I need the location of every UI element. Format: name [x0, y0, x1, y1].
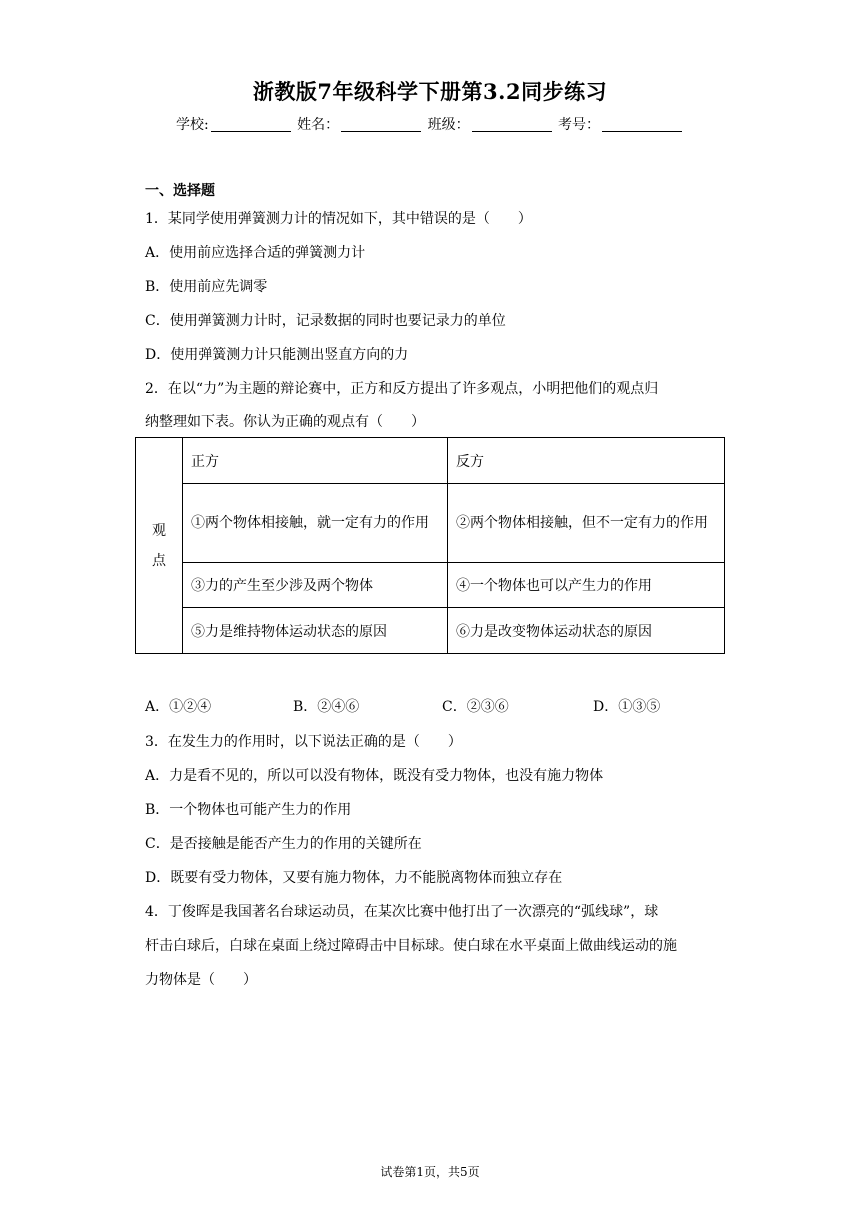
exam-number-label: 考号： [558, 117, 601, 133]
q1-option-a: A．使用前应选择合适的弹簧测力计 [145, 245, 366, 261]
q1-stem: 1．某同学使用弹簧测力计的情况如下，其中错误的是（ ） [145, 211, 532, 227]
q2-option-c: C．②③⑥ [442, 699, 509, 715]
q2-option-d: D．①③⑤ [593, 699, 661, 715]
page-title: 浙教版7年级科学下册第3.2同步练习 [252, 79, 608, 104]
name-label: 姓名： [297, 117, 340, 133]
q3-option-b: B．一个物体也可能产生力的作用 [145, 802, 352, 818]
name-blank [341, 117, 421, 132]
q2-stem-line1: 2．在以“力”为主题的辩论赛中，正方和反方提出了许多观点，小明把他们的观点归 [145, 381, 659, 397]
viewpoints-table [135, 437, 725, 654]
q2-option-a: A．①②④ [145, 699, 212, 715]
q3-stem: 3．在发生力的作用时，以下说法正确的是（ ） [145, 734, 462, 750]
q4-stem-line3: 力物体是（ ） [145, 972, 257, 988]
row-header-char-1: 观 [152, 522, 166, 539]
student-info-line [0, 114, 860, 134]
q1-option-c: C．使用弹簧测力计时，记录数据的同时也要记录力的单位 [145, 313, 506, 329]
q3-option-a: A．力是看不见的，所以可以没有物体，既没有受力物体，也没有施力物体 [145, 768, 604, 784]
section-heading: 一、选择题 [145, 183, 215, 199]
q3-option-d: D．既要有受力物体，又要有施力物体，力不能脱离物体而独立存在 [145, 870, 563, 886]
q1-option-b: B．使用前应先调零 [145, 279, 268, 295]
viewpoint-row-header [136, 438, 183, 654]
school-blank [211, 117, 291, 132]
q4-stem-line2: 杆击白球后，白球在桌面上绕过障碍击中目标球。使白球在水平桌面上做曲线运动的施 [145, 938, 677, 954]
q1-option-d: D．使用弹簧测力计只能测出竖直方向的力 [145, 347, 409, 363]
cell-view-4: ④一个物体也可以产生力的作用 [448, 563, 725, 608]
cell-view-5: ⑤力是维持物体运动状态的原因 [183, 608, 448, 654]
header-affirmative: 正方 [183, 438, 448, 484]
q4-stem-line1: 4．丁俊晖是我国著名台球运动员，在某次比赛中他打出了一次漂亮的“弧线球”，球 [145, 904, 659, 920]
cell-view-2: ②两个物体相接触，但不一定有力的作用 [448, 484, 725, 563]
row-header-char-2: 点 [152, 552, 166, 569]
q3-option-c: C．是否接触是能否产生力的作用的关键所在 [145, 836, 422, 852]
class-label: 班级： [427, 117, 470, 133]
cell-view-6: ⑥力是改变物体运动状态的原因 [448, 608, 725, 654]
page-footer: 试卷第1页，共5页 [380, 1165, 480, 1179]
q2-stem-line2: 纳整理如下表。你认为正确的观点有（ ） [145, 414, 425, 430]
class-blank [472, 117, 552, 132]
school-label: 学校: [175, 117, 209, 133]
exam-number-blank [602, 117, 682, 132]
header-negative: 反方 [448, 438, 725, 484]
cell-view-3: ③力的产生至少涉及两个物体 [183, 563, 448, 608]
q2-option-b: B．②④⑥ [293, 699, 360, 715]
cell-view-1: ①两个物体相接触，就一定有力的作用 [183, 484, 448, 563]
